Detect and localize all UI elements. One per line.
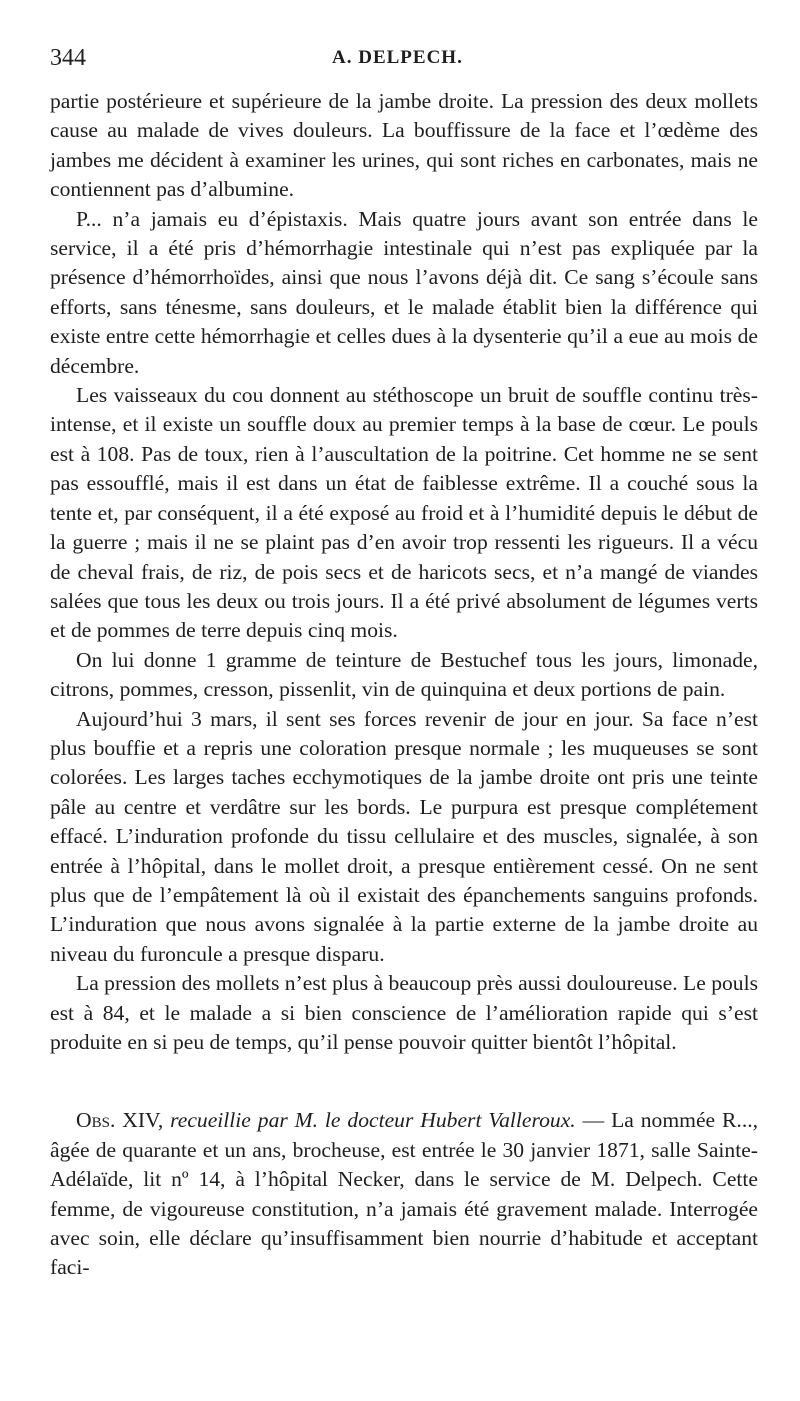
paragraph-continued: partie postérieure et supérieure de la jambe droite. La pression des deux mollets cause au malade de vives douleurs. La bouffissure de la face et l’œdème des jambes me décident à examiner les urines, qui sont riches en carbonates, mais ne contiennent pas d’albumine. <box>50 89 758 202</box>
paragraph-epistaxis: P... n’a jamais eu d’épistaxis. Mais quatre jours avant son entrée dans le service, il a été pris d’hémorrhagie intestinale qui n’est pas expliquée par la présence d’hémorrhoïdes, ainsi que nous l’avons déjà dit. Ce sang s’écoule sans efforts, sans ténesme, sans douleurs, et le malade établit bien la différence qui existe entre cette hémorrhagie et celles dues à la dysenterie qu’il a eue au mois de décembre. <box>50 206 758 378</box>
running-head <box>50 38 758 78</box>
paragraph-vessels: Les vaisseaux du cou donnent au stéthoscope un bruit de souffle continu très-intense, et il existe un souffle doux au premier temps à la base de cœur. Le pouls est à 108. Pas de toux, rien à l’auscultation de la poitrine. Cet homme ne se sent pas essoufflé, mais il est dans un état de faiblesse extrême. Il a couché sous la tente et, par conséquent, il a été exposé au froid et à l’humidité depuis le début de la guerre ; mais il ne se plaint pas d’en avoir trop ressenti les rigueurs. Il a vécu de cheval frais, de riz, de pois secs et de haricots secs, et n’a mangé de viandes salées que tous les deux ou trois jours. Il a été privé absolument de légumes verts et de pommes de terre depuis cinq mois. <box>50 383 758 643</box>
body-text <box>50 87 758 1283</box>
observation-credit: recueillie par M. le docteur Hubert Valleroux. <box>170 1108 576 1133</box>
paragraph-pulse: La pression des mollets n’est plus à beaucoup près aussi douloureuse. Le pouls est à 84, et le malade a si bien conscience de l’amélioration rapide qui s’est produite en si peu de temps, qu’il pense pouvoir quitter bientôt l’hôpital. <box>50 971 758 1054</box>
page-number: 344 <box>50 45 86 71</box>
observation-paragraph <box>50 1106 758 1282</box>
observation-label: Obs. XIV, <box>76 1108 164 1133</box>
running-title: A. DELPECH. <box>332 47 463 68</box>
observation-text: — La nommée R..., âgée de quarante et un ans, brocheuse, est entrée le 30 janvier 1871, salle Sainte-Adélaïde, lit nº 14, à l’hôpital Necker, dans le service de M. Delpech. Cette femme, de vigoureuse constitution, n’a jamais été gravement malade. Interrogée avec soin, elle déclare qu’insuffisamment bien nourrie d’habitude et acceptant faci- <box>50 1108 759 1280</box>
paragraph-march-3: Aujourd’hui 3 mars, il sent ses forces revenir de jour en jour. Sa face n’est plus bouffie et a repris une coloration presque normale ; les muqueuses se sont colorées. Les larges taches ecchymotiques de la jambe droite ont pris une teinte pâle au centre et verdâtre sur les bords. Le purpura est presque complétement effacé. L’induration profonde du tissu cellulaire et des muscles, signalée, à son entrée à l’hôpital, dans le mollet droit, a presque entièrement cessé. On ne sent plus que de l’empâtement là où il existait des épanchements sanguins profonds. L’induration que nous avons signalée à la partie externe de la jambe droite au niveau du furoncule a presque disparu. <box>50 706 758 966</box>
paragraph-treatment: On lui donne 1 gramme de teinture de Bestuchef tous les jours, limonade, citrons, pommes, cresson, pissenlit, vin de quinquina et deux portions de pain. <box>50 647 758 702</box>
